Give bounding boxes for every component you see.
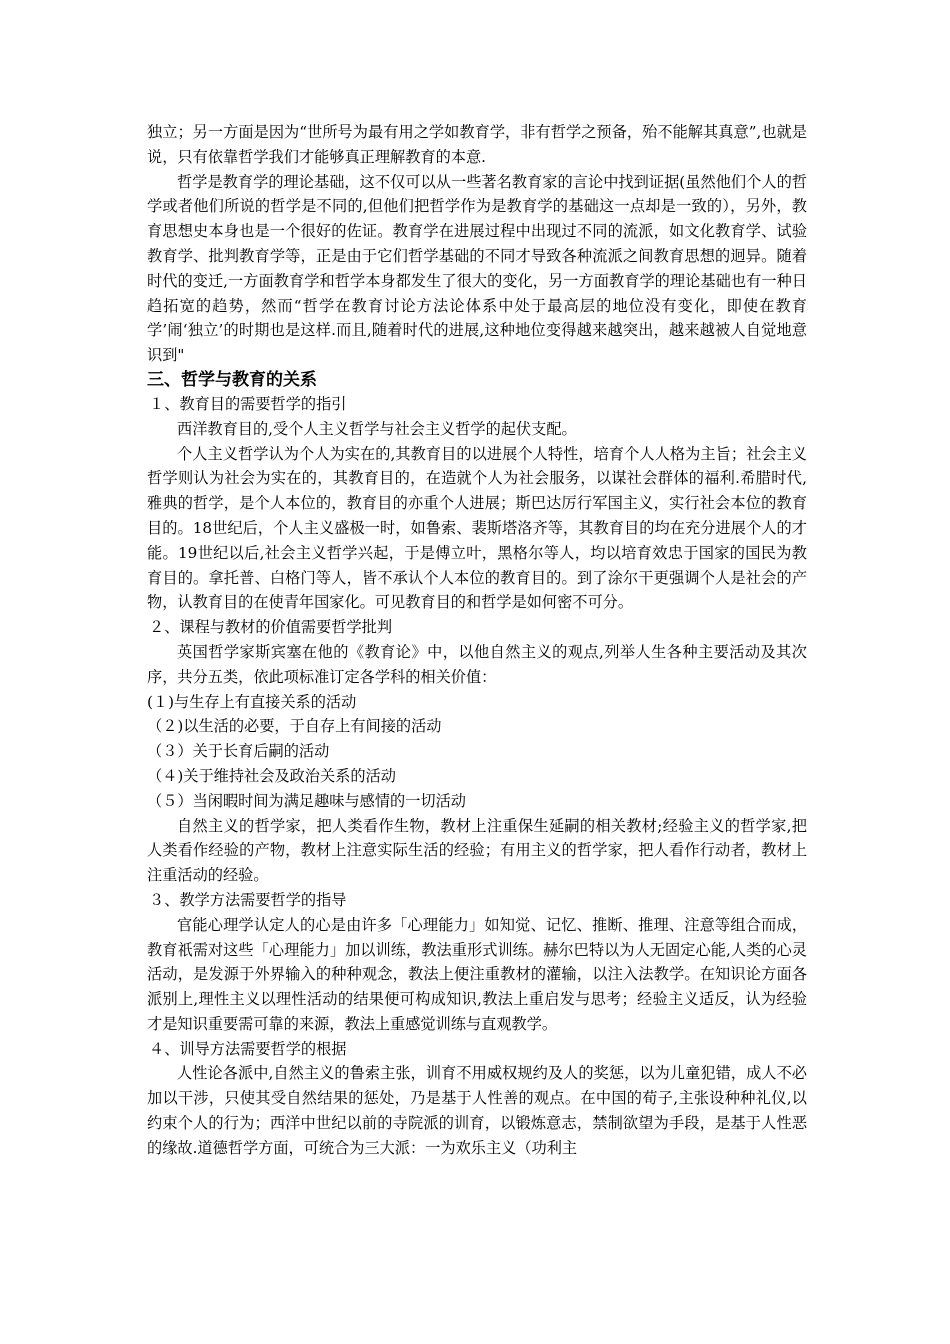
subsection-2-paragraph-2: 自然主义的哲学家，把人类看作生物，教材上注重保生延嗣的相关教材;经验主义的哲学家,把人类看作经验的产物，教材上注意实际生活的经验；有用主义的哲学家，把人看作行动者，教材上注重活动的经验。 xyxy=(147,816,807,885)
subsection-4-paragraph-1: 人性论各派中,自然主义的鲁索主张，训育不用威权规约及人的奖惩，以为儿童犯错，成人不必加以干涉，只使其受自然结果的惩处，乃是基于人性善的观点。在中国的荀子,主张设种种礼仪,以约束个人的行为；西洋中世纪以前的寺院派的训育，以锻炼意志，禁制欲望为手段，是基于人性恶的缘故.道德哲学方面，可统合为三大派：一为欢乐主义（功利主 xyxy=(147,1064,807,1157)
subsection-4-heading: ４、训导方法需要哲学的根据 xyxy=(149,1039,347,1058)
subsection-1-heading: １、教育目的需要哲学的指引 xyxy=(149,394,347,413)
list-item: （２)以生活的必要，于自存上有间接的活动 xyxy=(147,717,442,736)
list-item: （３）关于长育后嗣的活动 xyxy=(147,742,330,761)
subsection-3-paragraph-1: 官能心理学认定人的心是由许多「心理能力」如知觉、记忆、推断、推理、注意等组合而成，教育祇需对这些「心理能力」加以训练，教法重形式训练。赫尔巴特以为人无固定心能,人类的心灵活动，是发源于外界输入的种种观念，教法上便注重教材的灌输，以注入法教学。在知识论方面各派别上,理性主义以理性活动的结果便可构成知识,教法上重启发与思考；经验主义适反，认为经验才是知识重要需可靠的来源，教法上重感觉训练与直观教学。 xyxy=(147,915,807,1033)
list-item: （４)关于维持社会及政治关系的活动 xyxy=(147,766,396,785)
subsection-2-paragraph-1: 英国哲学家斯宾塞在他的《教育论》中，以他自然主义的观点,列举人生各种主要活动及其次序，共分五类，依此项标准订定各学科的相关价值： xyxy=(147,642,807,686)
intro-paragraph-1: 独立；另一方面是因为“世所号为最有用之学如教育学，非有哲学之预备，殆不能解其真意”,也就是说，只有依靠哲学我们才能够真正理解教育的本意. xyxy=(147,123,807,166)
document-page xyxy=(147,120,807,1161)
list-item: (１)与生存上有直接关系的活动 xyxy=(147,692,357,711)
section-title: 三、哲学与教育的关系 xyxy=(147,369,317,390)
subsection-1-paragraph-2: 个人主义哲学认为个人为实在的,其教育目的以进展个人特性，培育个人人格为主旨；社会主义哲学则认为社会为实在的，其教育目的，在造就个人为社会服务，以谋社会群体的福利.希腊时代,雅典的哲学，是个人本位的，教育目的亦重个人进展；斯巴达厉行军国主义，实行社会本位的教育目的。18世纪后，个人主义盛极一时，如鲁索、裴斯塔洛齐等，其教育目的均在充分进展个人的才能。19世纪以后,社会主义哲学兴起，于是傅立叶，黑格尔等人，均以培育效忠于国家的国民为教育目的。拿托普、白格门等人，皆不承认个人本位的教育目的。到了涂尔干更强调个人是社会的产物，认教育目的在使青年国家化。可见教育目的和哲学是如何密不可分。 xyxy=(147,444,807,612)
subsection-3-heading: ３、教学方法需要哲学的指导 xyxy=(149,890,347,909)
list-item: （５）当闲暇时间为满足趣味与感情的一切活动 xyxy=(147,791,466,810)
subsection-2-heading: ２、课程与教材的价值需要哲学批判 xyxy=(149,618,392,637)
subsection-1-paragraph-1: 西洋教育目的,受个人主义哲学与社会主义哲学的起伏支配。 xyxy=(177,419,577,438)
intro-paragraph-2: 哲学是教育学的理论基础，这不仅可以从一些著名教育家的言论中找到证据(虽然他们个人的哲学或者他们所说的哲学是不同的,但他们把哲学作为是教育学的基础这一点却是一致的），另外，教育思想史本身也是一个很好的佐证。教育学在进展过程中出现过不同的流派，如文化教育学、试验教育学、批判教育学等，正是由于它们哲学基础的不同才导致各种流派之间教育思想的迥异。随着时代的变迁,一方面教育学和哲学本身都发生了很大的变化，另一方面教育学的理论基础也有一种日趋拓宽的趋势，然而“哲学在教育讨论方法论体系中处于最高层的地位没有变化，即使在教育学’闹‘独立’的时期也是这样.而且,随着时代的进展,这种地位变得越来越突出，越来越被人自觉地意识到" xyxy=(147,172,807,365)
